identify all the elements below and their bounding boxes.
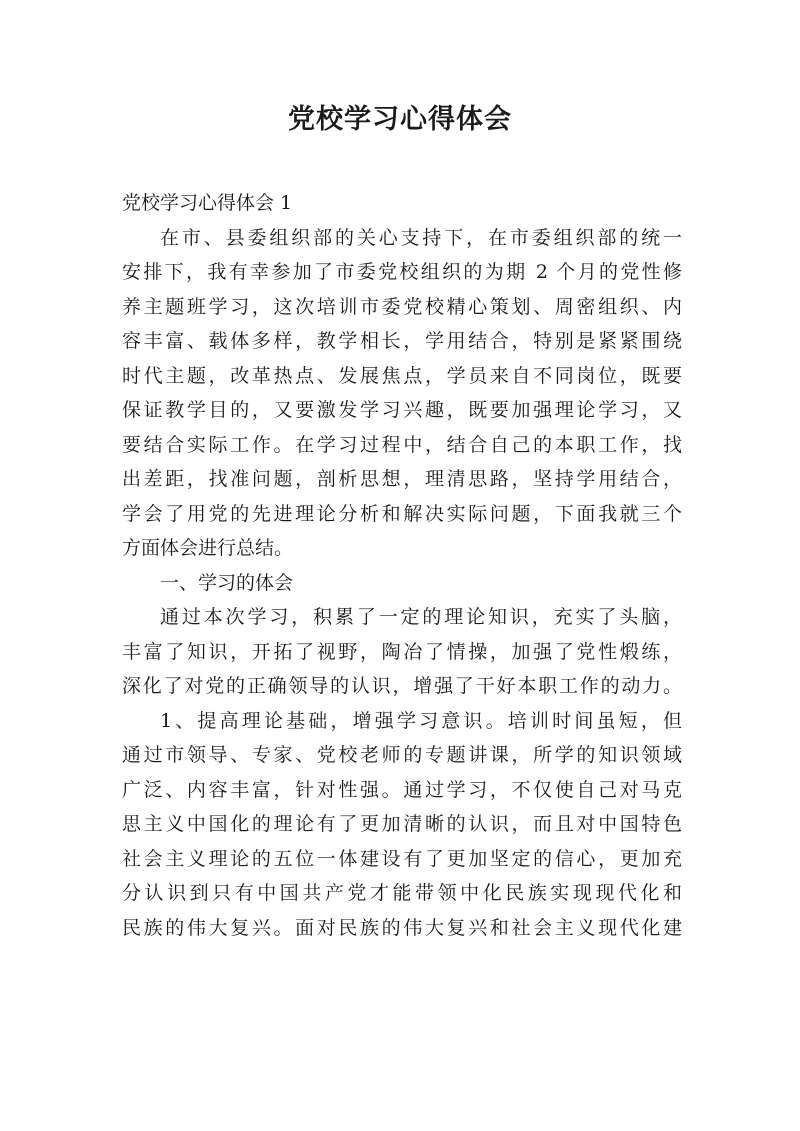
- text-line: 出差距，找准问题，剖析思想，理清思路，坚持学用结合，: [122, 468, 682, 490]
- document-title: 党校学习心得体会: [288, 104, 512, 135]
- text-line: 通过市领导、专家、党校老师的专题讲课，所学的知识领域: [122, 744, 682, 766]
- document-body: [122, 186, 682, 945]
- text-line: 民族的伟大复兴。面对民族的伟大复兴和社会主义现代化建: [122, 916, 682, 939]
- text-line: 学会了用党的先进理论分析和解决实际问题，下面我就三个: [122, 502, 682, 525]
- text-line: 在市、县委组织部的关心支持下，在市委组织部的统一: [160, 226, 682, 249]
- text-line: 一、学习的体会: [160, 571, 294, 594]
- paragraph-lines: [122, 221, 682, 946]
- text-line: 安排下，我有幸参加了市委党校组织的为期 2 个月的党性修: [122, 261, 682, 283]
- text-line: 广泛、内容丰富，针对性强。通过学习，不仅使自己对马克: [122, 778, 682, 801]
- section-heading: 党校学习心得体会 1: [122, 192, 293, 214]
- text-line: 容丰富、载体多样，教学相长，学用结合，特别是紧紧围绕: [122, 330, 682, 352]
- text-line: 分认识到只有中国共产党才能带领中化民族实现现代化和: [122, 882, 682, 904]
- text-line: 丰富了知识，开拓了视野，陶冶了情操，加强了党性煅练，: [122, 640, 682, 663]
- text-line: 思主义中国化的理论有了更加清晰的认识，而且对中国特色: [122, 813, 682, 835]
- text-line: 通过本次学习，积累了一定的理论知识，充实了头脑，: [160, 606, 682, 628]
- text-line: 1、提高理论基础，增强学习意识。培训时间虽短，但: [160, 709, 682, 732]
- text-line: 方面体会进行总结。: [122, 537, 294, 559]
- text-line: 社会主义理论的五位一体建设有了更加坚定的信心，更加充: [122, 847, 682, 870]
- text-line: 保证教学目的，又要激发学习兴趣，既要加强理论学习，又: [122, 399, 682, 421]
- text-line: 时代主题，改革热点、发展焦点，学员来自不同岗位，既要: [122, 364, 682, 387]
- text-line: 深化了对党的正确领导的认识，增强了干好本职工作的动力。: [122, 675, 682, 697]
- text-line: 要结合实际工作。在学习过程中，结合自己的本职工作，找: [122, 433, 682, 456]
- text-line: 养主题班学习，这次培训市委党校精心策划、周密组织、内: [122, 295, 682, 318]
